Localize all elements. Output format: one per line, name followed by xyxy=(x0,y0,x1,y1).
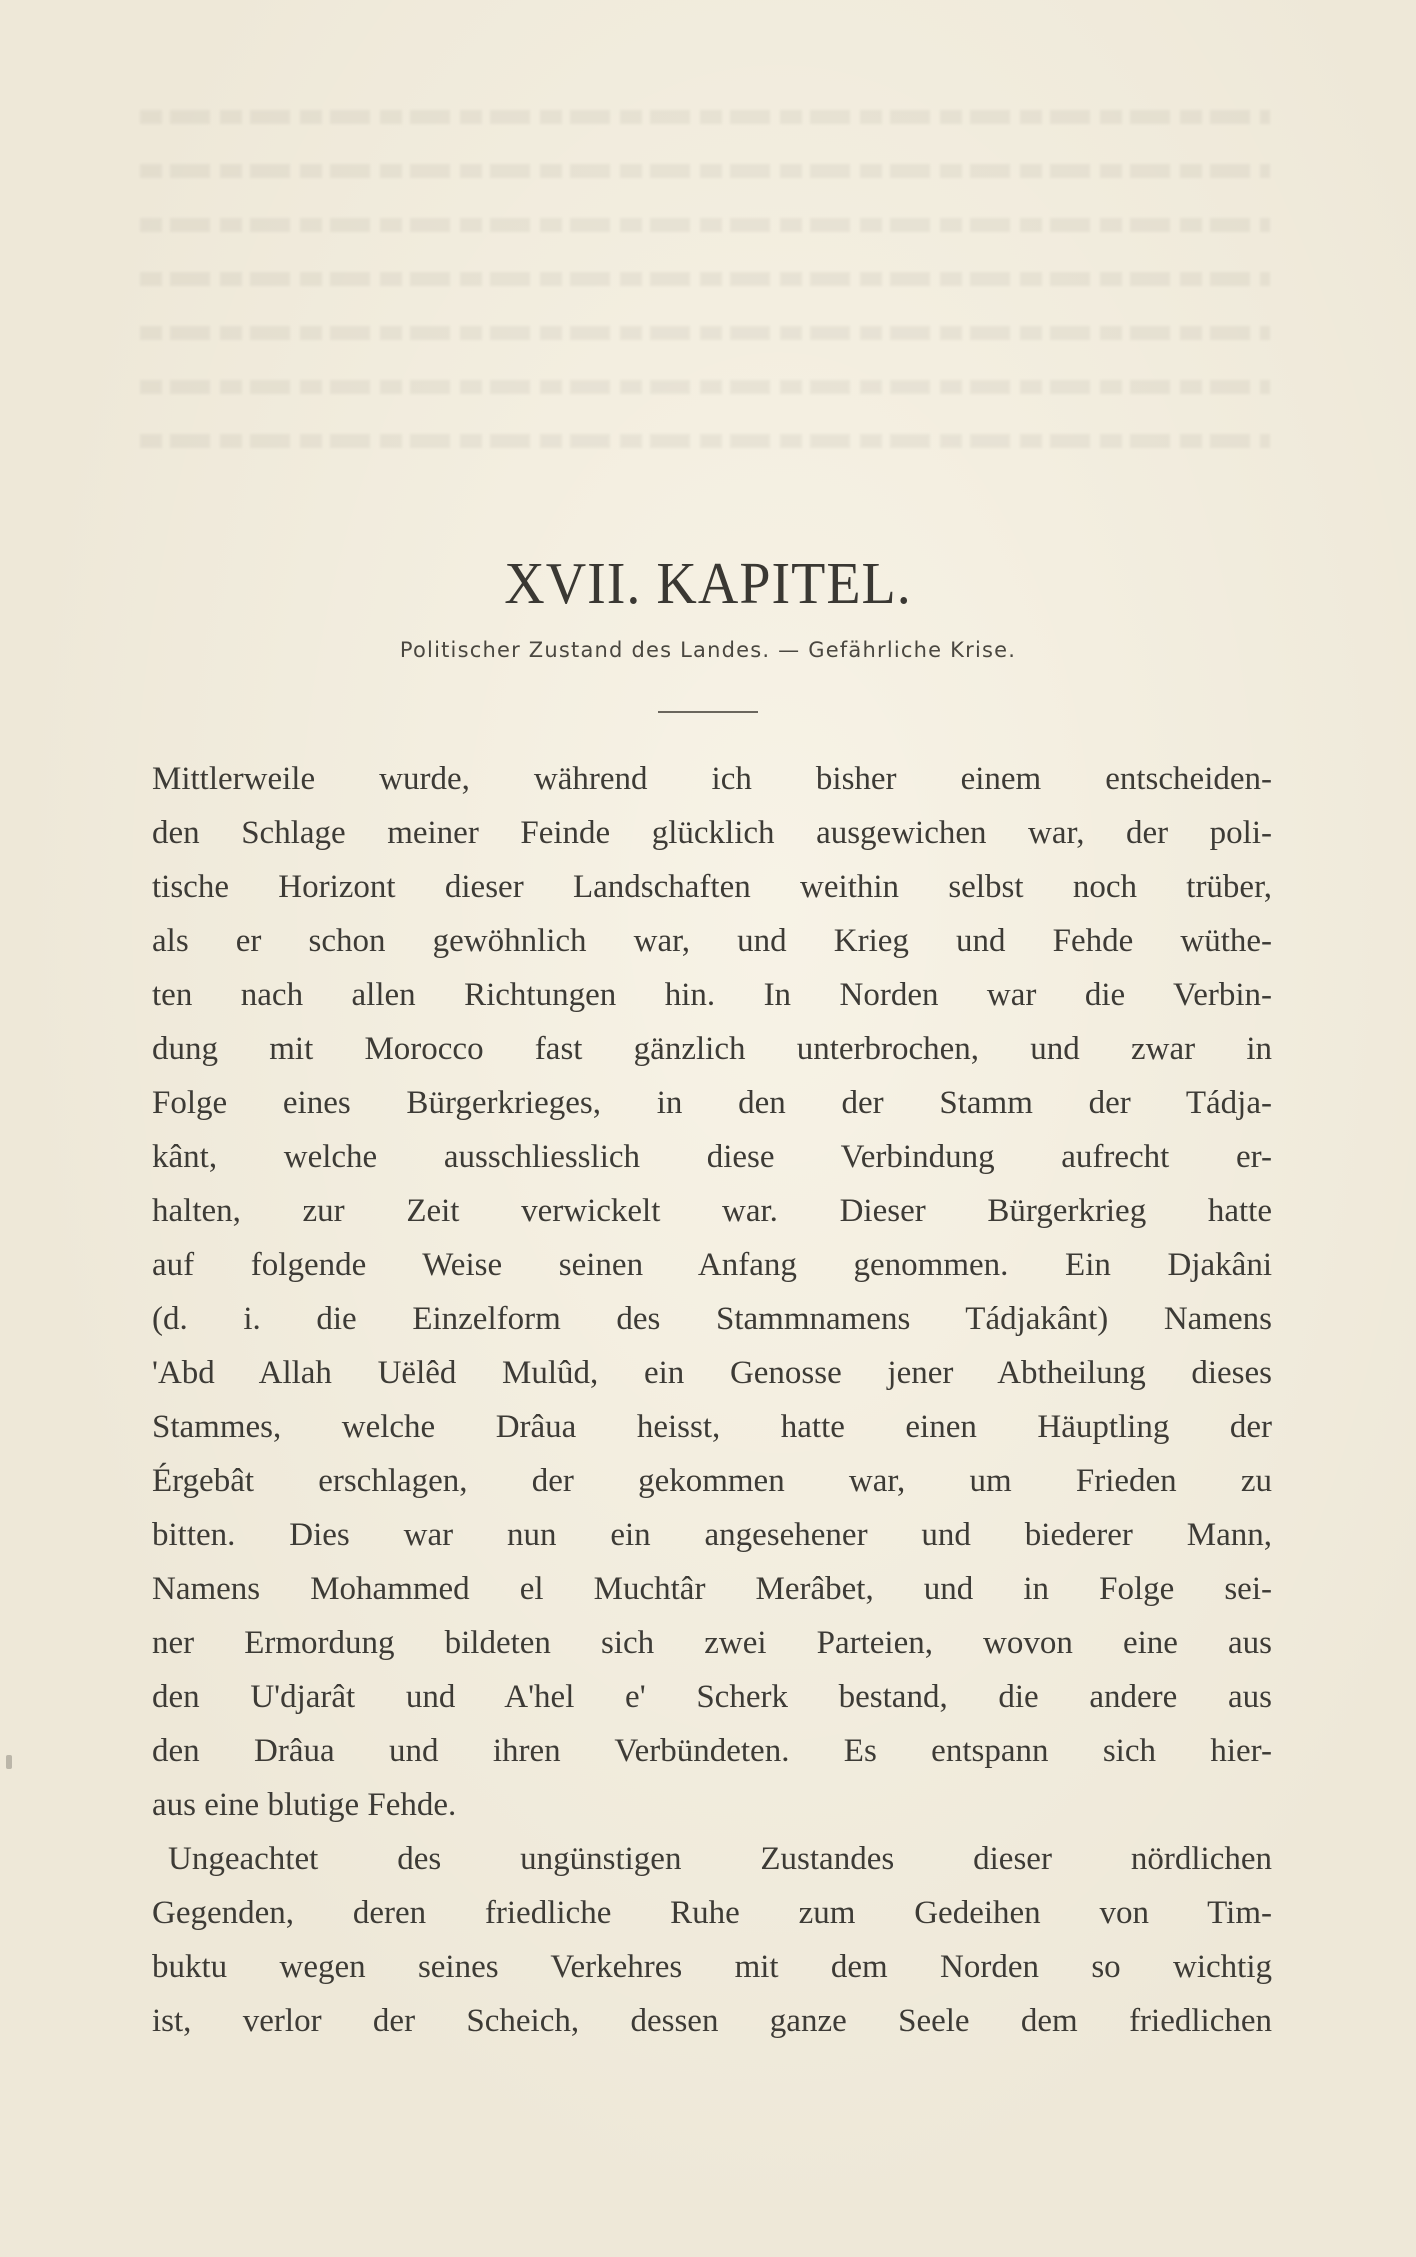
text-line: tische Horizont dieser Landschaften weithin selbst noch trüber, xyxy=(152,869,1272,905)
text-line: als er schon gewöhnlich war, und Krieg und Fehde wüthe- xyxy=(152,923,1272,959)
text-line: den Schlage meiner Feinde glücklich ausgewichen war, der poli- xyxy=(152,815,1272,851)
text-line: Folge eines Bürgerkrieges, in den der Stamm der Tádja- xyxy=(152,1085,1272,1121)
text-line: aus eine blutige Fehde. xyxy=(152,1787,457,1823)
text-line: Ungeachtet des ungünstigen Zustandes dieser nördlichen xyxy=(168,1841,1272,1877)
text-line: Érgebât erschlagen, der gekommen war, um Frieden zu xyxy=(152,1463,1272,1499)
chapter-subtitle: Politischer Zustand des Landes. — Gefährliche Krise. xyxy=(399,638,1017,662)
show-through-text xyxy=(140,110,1270,510)
text-line: (d. i. die Einzelform des Stammnamens Tádjakânt) Namens xyxy=(152,1301,1272,1337)
text-line: Namens Mohammed el Muchtâr Merâbet, und in Folge sei- xyxy=(152,1571,1272,1607)
text-line: bitten. Dies war nun ein angesehener und biederer Mann, xyxy=(152,1517,1272,1553)
text-line: Mittlerweile wurde, während ich bisher einem entscheiden- xyxy=(152,761,1272,797)
text-line: ner Ermordung bildeten sich zwei Parteien, wovon eine aus xyxy=(152,1625,1272,1661)
text-line: Stammes, welche Drâua heisst, hatte einen Häuptling der xyxy=(152,1409,1272,1445)
text-line: Gegenden, deren friedliche Ruhe zum Gedeihen von Tim- xyxy=(152,1895,1272,1931)
page-edge-mark xyxy=(6,1755,12,1769)
text-line: dung mit Morocco fast gänzlich unterbrochen, und zwar in xyxy=(152,1031,1272,1067)
body-text xyxy=(152,752,1272,2048)
text-line: den Drâua und ihren Verbündeten. Es entspann sich hier- xyxy=(152,1733,1272,1769)
chapter-title: XVII. KAPITEL. xyxy=(504,551,912,617)
text-line: auf folgende Weise seinen Anfang genommen. Ein Djakâni xyxy=(152,1247,1272,1283)
text-line: 'Abd Allah Uëlêd Mulûd, ein Genosse jener Abtheilung dieses xyxy=(152,1355,1272,1391)
text-line: ist, verlor der Scheich, dessen ganze Seele dem friedlichen xyxy=(152,2003,1272,2039)
text-line: ten nach allen Richtungen hin. In Norden war die Verbin- xyxy=(152,977,1272,1013)
text-line: buktu wegen seines Verkehres mit dem Norden so wichtig xyxy=(152,1949,1272,1985)
text-line: kânt, welche ausschliesslich diese Verbindung aufrecht er- xyxy=(152,1139,1272,1175)
section-divider xyxy=(658,711,758,713)
text-line: halten, zur Zeit verwickelt war. Dieser Bürgerkrieg hatte xyxy=(152,1193,1272,1229)
text-line: den U'djarât und A'hel e' Scherk bestand, die andere aus xyxy=(152,1679,1272,1715)
